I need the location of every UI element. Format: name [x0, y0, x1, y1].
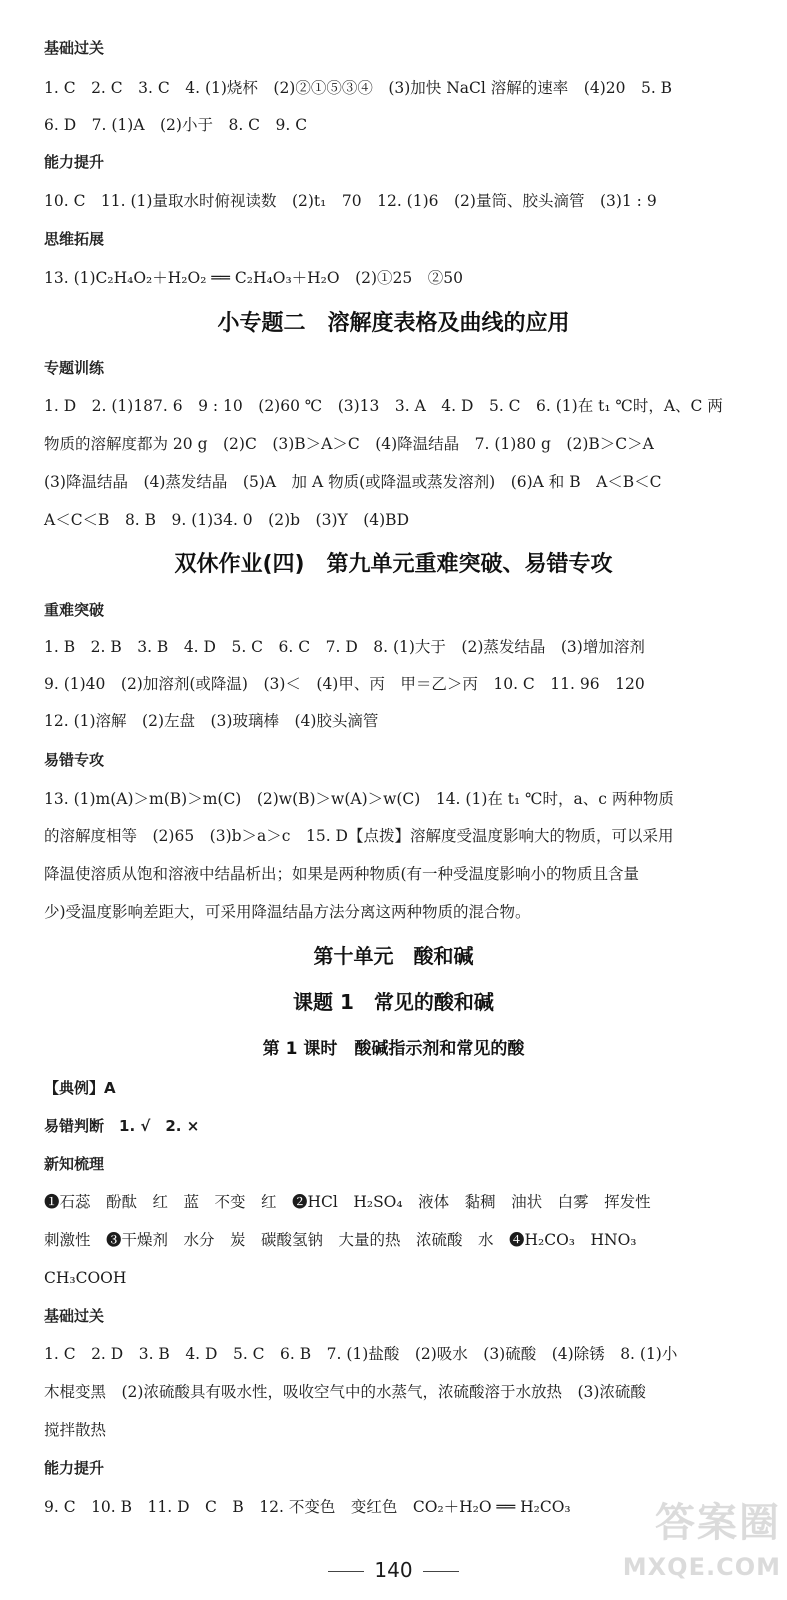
section-heading: 基础过关: [44, 39, 105, 57]
chapter-title: 小专题二 溶解度表格及曲线的应用: [217, 311, 570, 336]
answer-line: CH₃COOH: [44, 1269, 127, 1287]
answer-line: 搅拌散热: [44, 1421, 107, 1439]
answer-line: 少)受温度影响差距大，可采用降温结晶方法分离这两种物质的混合物。: [44, 903, 531, 921]
section-heading: 基础过关: [44, 1307, 105, 1325]
judge-line: 易错判断 1. √ 2. ×: [44, 1117, 200, 1135]
section-basic-1: [44, 38, 744, 58]
chapter-title: 双休作业(四) 第九单元重难突破、易错专攻: [174, 552, 613, 577]
answer-line: 物质的溶解度都为 20 g (2)C (3)B＞A＞C (4)降温结晶 7. (1)80 g (2)B＞C＞A: [44, 435, 654, 453]
answer-line: 1. D 2. (1)187. 6 9 : 10 (2)60 ℃ (3)13 3. A 4. D 5. C 6. (1)在 t₁ ℃时，A、C 两: [44, 397, 723, 415]
dash-right: [423, 1571, 459, 1572]
answer-line: 13. (1)C₂H₄O₂＋H₂O₂ ══ C₂H₄O₃＋H₂O (2)①25 ②50: [44, 269, 463, 287]
page-number-text: 140: [374, 1558, 413, 1582]
section-heading: 新知梳理: [44, 1155, 105, 1173]
answer-line: 13. (1)m(A)＞m(B)＞m(C) (2)w(B)＞w(A)＞w(C) 14. (1)在 t₁ ℃时，a、c 两种物质: [44, 790, 674, 808]
section-heading: 易错专攻: [44, 751, 105, 769]
section-heading: 专题训练: [44, 359, 105, 377]
watermark-text: 答案圈: [655, 1500, 781, 1546]
answer-line: 9. (1)40 (2)加溶剂(或降温) (3)＜ (4)甲、丙 甲＝乙＞丙 10. C 11. 96 120: [44, 675, 645, 693]
answer-line: (3)降温结晶 (4)蒸发结晶 (5)A 加 A 物质(或降温或蒸发溶剂) (6)A 和 B A＜B＜C: [44, 473, 662, 491]
section-heading: 思维拓展: [44, 230, 105, 248]
answer-line: 的溶解度相等 (2)65 (3)b＞a＞c 15. D【点拨】溶解度受温度影响大的物质，可以采用: [44, 827, 674, 845]
answer-line: 6. D 7. (1)A (2)小于 8. C 9. C: [44, 116, 308, 134]
answer-line: 降温使溶质从饱和溶液中结晶析出；如果是两种物质(有一种受温度影响小的物质且含量: [44, 865, 640, 883]
answer-line: 1. B 2. B 3. B 4. D 5. C 6. C 7. D 8. (1)大于 (2)蒸发结晶 (3)增加溶剂: [44, 638, 645, 656]
section-heading: 能力提升: [44, 153, 105, 171]
unit-title: 第十单元 酸和碱: [313, 944, 474, 968]
lesson-title: 课题 1 常见的酸和碱: [293, 990, 494, 1014]
answer-line: 1. C 2. C 3. C 4. (1)烧杯 (2)②①⑤③④ (3)加快 NaCl 溶解的速率 (4)20 5. B: [44, 79, 673, 97]
answer-line: A＜C＜B 8. B 9. (1)34. 0 (2)b (3)Y (4)BD: [44, 511, 409, 529]
section-heading: 重难突破: [44, 601, 105, 619]
answer-line: 刺激性 ❸干燥剂 水分 炭 碳酸氢钠 大量的热 浓硫酸 水 ❹H₂CO₃ HNO₃: [44, 1231, 637, 1249]
answer-line: 12. (1)溶解 (2)左盘 (3)玻璃棒 (4)胶头滴管: [44, 712, 379, 730]
section-heading: 能力提升: [44, 1459, 105, 1477]
answer-line: 9. C 10. B 11. D C B 12. 不变色 变红色 CO₂＋H₂O ══ H₂CO₃: [44, 1498, 571, 1516]
answer-line: ❶石蕊 酚酞 红 蓝 不变 红 ❷HCl H₂SO₄ 液体 黏稠 油状 白雾 挥发性: [44, 1193, 651, 1211]
period-title: 第 1 课时 酸碱指示剂和常见的酸: [262, 1039, 525, 1059]
answer-line: 1. C 2. D 3. B 4. D 5. C 6. B 7. (1)盐酸 (2)吸水 (3)硫酸 (4)除锈 8. (1)小: [44, 1345, 678, 1363]
example-line: 【典例】A: [44, 1079, 116, 1097]
answer-line: 10. C 11. (1)量取水时俯视读数 (2)t₁ 70 12. (1)6 (2)量筒、胶头滴管 (3)1 : 9: [44, 192, 657, 210]
dash-left: [328, 1571, 364, 1572]
answer-line: 木棍变黑 (2)浓硫酸具有吸水性，吸收空气中的水蒸气，浓硫酸溶于水放热 (3)浓硫酸: [44, 1383, 646, 1401]
watermark-logo: [581, 1498, 781, 1594]
watermark-url: MXQE.COM: [622, 1553, 781, 1581]
